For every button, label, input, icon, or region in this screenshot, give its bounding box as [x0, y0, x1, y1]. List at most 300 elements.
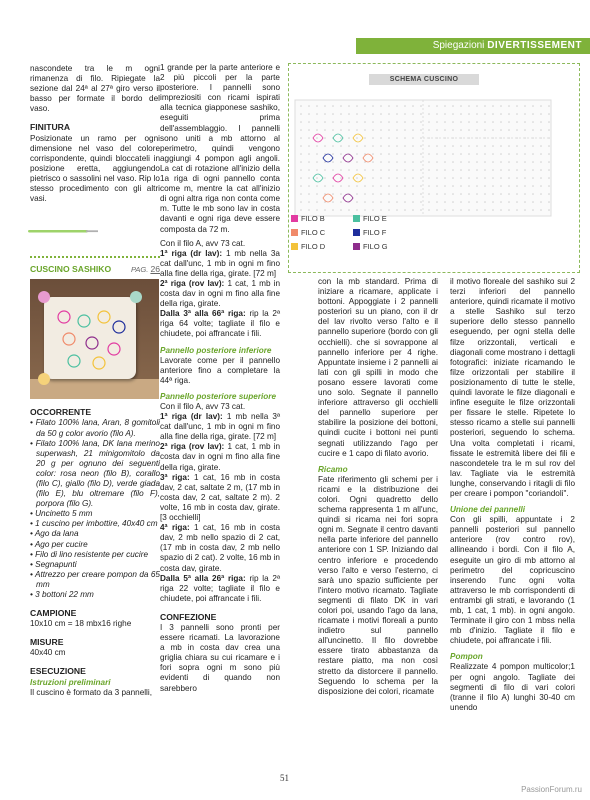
materials-item: • 3 bottoni 22 mm — [30, 590, 94, 599]
grid-dot — [332, 105, 334, 107]
grid-dot — [364, 129, 366, 131]
grid-dot — [524, 193, 526, 195]
row-instruction — [160, 249, 280, 279]
grid-dot — [388, 193, 390, 195]
grid-dot — [420, 177, 422, 179]
grid-dot — [484, 121, 486, 123]
grid-dot — [444, 177, 446, 179]
embroidery-pattern — [44, 297, 136, 379]
materials-item: • Segnapunti — [30, 559, 77, 569]
grid-dot — [500, 153, 502, 155]
grid-dot — [436, 161, 438, 163]
grid-dot — [452, 185, 454, 187]
grid-dot — [532, 209, 534, 211]
grid-dot — [324, 105, 326, 107]
grid-dot — [484, 201, 486, 203]
grid-dot — [364, 121, 366, 123]
grid-dot — [332, 129, 334, 131]
grid-dot — [508, 153, 510, 155]
grid-dot — [332, 209, 334, 211]
grid-dot — [396, 145, 398, 147]
materials-item: • 1 cuscino per imbottire, 40x40 cm — [30, 519, 158, 529]
grid-dot — [356, 121, 358, 123]
grid-dot — [444, 129, 446, 131]
legend-label: FILO C — [301, 228, 326, 237]
grid-dot — [476, 185, 478, 187]
row-instruction — [160, 309, 280, 339]
grid-dot — [300, 201, 302, 203]
grid-dot — [300, 121, 302, 123]
grid-dot — [500, 105, 502, 107]
embroidery-text: il motivo floreale del sashiko sui 2 terzi inferiori del pannello anteriore, quindi ricamate il motivo a stelle Sashiko sul terzo superiore dello stesso pannello eseguendo, per ogni stella delle filze orizzontali, verticali e diagonali come mostrano i dettagli fotografici: iniziate ricamando le filze orizzontali per stabilire il posizionamento di tutte le stelle, quindi lavorate le filze diagonali e infine eseguite le filze orizzontali per fissare le stelle. Ripetete lo stesso ricamo a stelle sui pannelli posteriori, seguendo lo schema. Una volta completati i ricami, fissate le estremità libere dei fili e nascondetele tra le m sul rov del lav. Tagliate via le estremità lunghe, conservando i ritagli di filo per creare i pompon "coriandoli". — [450, 277, 575, 498]
grid-dot — [380, 177, 382, 179]
grid-dot — [404, 129, 406, 131]
istruzioni-text: Il cuscino è formato da 3 pannelli, — [30, 687, 152, 697]
grid-dot — [532, 113, 534, 115]
row-label: 1ª riga (dr lav): — [160, 412, 223, 422]
materials-item: • Uncinetto 5 mm — [30, 509, 93, 519]
grid-dot — [524, 169, 526, 171]
grid-dot — [396, 121, 398, 123]
grid-dot — [332, 161, 334, 163]
grid-dot — [356, 153, 358, 155]
grid-dot — [412, 169, 414, 171]
grid-dot — [548, 113, 550, 115]
grid-dot — [412, 177, 414, 179]
grid-dot — [548, 185, 550, 187]
grid-dot — [396, 129, 398, 131]
grid-dot — [396, 161, 398, 163]
grid-dot — [444, 145, 446, 147]
intro-text: nascondete tra le m ogni rimanenza di filo. Ripiegate la sezione dal 24ª al 27ª giro verso il basso per formate il bordo del vaso. — [30, 64, 160, 114]
grid-dot — [452, 193, 454, 195]
misure-text: 40x40 cm — [30, 648, 66, 658]
grid-dot — [372, 185, 374, 187]
grid-dot — [428, 177, 430, 179]
grid-dot — [436, 113, 438, 115]
grid-dot — [348, 209, 350, 211]
grid-dot — [356, 209, 358, 211]
grid-dot — [340, 145, 342, 147]
color-swatch — [353, 243, 360, 250]
legend-label: FILO E — [363, 214, 387, 223]
grid-dot — [468, 113, 470, 115]
grid-dot — [364, 105, 366, 107]
grid-dot — [356, 137, 358, 139]
grid-dot — [508, 185, 510, 187]
grid-dot — [460, 145, 462, 147]
grid-dot — [460, 201, 462, 203]
ricamo-text: Fate riferimento gli schemi per i ricami e la distribuzione dei colori. Ogni quadretto dello schema rappresenta 1 m all'unc, quindi si ricama nei fori sopra ogni m. Segnate il centro davanti nella parte inferiore del pannello anteriore con 1 SP. Iniziando dal centro inferiore e procedendo verso l'alto e verso l'esterno, ci sarà uno spazio sufficiente per l'intero motivo ricamato. Tagliate segmenti di filato DK in vari colori poi, usando l'ago da lana, ricamate i motivi floreali a punto indietro sul pannello all'uncinetto. Il filo dovrebbe essere tirato abbastanza da restare piatto, ma non così stretto da distorcere il pannello. Seguendo lo schema per la disposizione dei colori, ricamate — [318, 474, 438, 696]
grid-dot — [516, 121, 518, 123]
grid-dot — [340, 185, 342, 187]
grid-dot — [476, 121, 478, 123]
grid-dot — [548, 169, 550, 171]
grid-dot — [460, 177, 462, 179]
grid-dot — [340, 129, 342, 131]
grid-dot — [388, 177, 390, 179]
grid-dot — [316, 201, 318, 203]
grid-dot — [420, 145, 422, 147]
grid-dot — [340, 105, 342, 107]
grid-dot — [476, 153, 478, 155]
grid-dot — [444, 121, 446, 123]
grid-dot — [428, 193, 430, 195]
grid-dot — [444, 201, 446, 203]
grid-dot — [380, 185, 382, 187]
grid-dot — [420, 169, 422, 171]
grid-dot — [396, 209, 398, 211]
grid-dot — [324, 129, 326, 131]
grid-dot — [420, 185, 422, 187]
grid-dot — [524, 185, 526, 187]
grid-dot — [508, 145, 510, 147]
grid-dot — [412, 145, 414, 147]
table-surface — [30, 379, 159, 399]
grid-dot — [396, 177, 398, 179]
grid-dot — [324, 121, 326, 123]
grid-dot — [340, 201, 342, 203]
grid-dot — [500, 161, 502, 163]
grid-dot — [548, 129, 550, 131]
grid-dot — [492, 153, 494, 155]
grid-dot — [428, 169, 430, 171]
grid-dot — [436, 177, 438, 179]
grid-dot — [388, 145, 390, 147]
grid-dot — [532, 105, 534, 107]
grid-dot — [404, 153, 406, 155]
legend-item — [353, 242, 388, 251]
ricamo-heading: Ricamo — [318, 464, 348, 474]
grid-dot — [412, 201, 414, 203]
grid-dot — [372, 129, 374, 131]
grid-dot — [316, 169, 318, 171]
ppi-text: Lavorate come per il pannello anteriore fino a completare la 44ª riga. — [160, 355, 280, 385]
grid-dot — [540, 177, 542, 179]
legend-label: FILO F — [363, 228, 387, 237]
grid-dot — [444, 169, 446, 171]
grid-dot — [532, 177, 534, 179]
pillow-image — [44, 297, 136, 379]
grid-dot — [308, 185, 310, 187]
materials-list — [30, 418, 160, 600]
grid-dot — [412, 105, 414, 107]
grid-dot — [524, 177, 526, 179]
grid-dot — [476, 177, 478, 179]
grid-dot — [436, 209, 438, 211]
legend-item — [353, 214, 387, 223]
grid-dot — [516, 113, 518, 115]
grid-dot — [332, 201, 334, 203]
grid-dot — [452, 169, 454, 171]
grid-dot — [332, 169, 334, 171]
finitura-text: Posizionate un ramo per ogni dimensione nel vaso del colore corrispondente, quindi bloccateli in posizione eretta, aggiungendo pietrisco o sassolini nel vaso. Rip lo stesso procedimento con gli altri vasi. — [30, 133, 160, 204]
grid-dot — [508, 121, 510, 123]
grid-dot — [412, 113, 414, 115]
grid-dot — [412, 153, 414, 155]
grid-dot — [460, 169, 462, 171]
row-instruction — [160, 412, 280, 442]
grid-dot — [340, 177, 342, 179]
grid-dot — [436, 185, 438, 187]
grid-dot — [356, 169, 358, 171]
legend-item — [291, 214, 325, 223]
grid-dot — [428, 185, 430, 187]
grid-dot — [372, 193, 374, 195]
grid-dot — [524, 129, 526, 131]
grid-dot — [500, 113, 502, 115]
grid-dot — [452, 113, 454, 115]
grid-dot — [372, 153, 374, 155]
color-swatch — [353, 215, 360, 222]
grid-dot — [492, 113, 494, 115]
grid-dot — [452, 153, 454, 155]
grid-dot — [468, 201, 470, 203]
watermark: PassionForum.ru — [521, 785, 582, 794]
grid-dot — [444, 185, 446, 187]
grid-dot — [332, 121, 334, 123]
grid-dot — [388, 153, 390, 155]
grid-dot — [380, 201, 382, 203]
grid-dot — [548, 153, 550, 155]
grid-dot — [468, 185, 470, 187]
grid-dot — [532, 145, 534, 147]
grid-dot — [492, 145, 494, 147]
grid-dot — [476, 113, 478, 115]
pompon-text: Realizzate 4 pompon multicolor;1 per ogni angolo. Tagliate dei segmenti di filo di vari colori (tranne il filo A) lunghi 30-40 cm unendo — [450, 662, 575, 712]
grid-dot — [524, 209, 526, 211]
row-label: 4ª riga: — [160, 523, 190, 533]
grid-dot — [492, 177, 494, 179]
materials-item: • Attrezzo per creare pompon da 65 mm — [30, 569, 160, 589]
schema-panel — [288, 63, 580, 273]
finitura-heading: FINITURA — [30, 122, 71, 133]
grid-dot — [444, 209, 446, 211]
grid-dot — [348, 185, 350, 187]
grid-dot — [516, 201, 518, 203]
grid-dot — [396, 113, 398, 115]
grid-dot — [380, 153, 382, 155]
grid-dot — [548, 145, 550, 147]
grid-dot — [508, 129, 510, 131]
grid-dot — [428, 113, 430, 115]
grid-dot — [404, 121, 406, 123]
grid-dot — [476, 169, 478, 171]
grid-dot — [332, 193, 334, 195]
row-label: 2ª riga (rov lav): — [160, 442, 225, 452]
legend-label: FILO G — [363, 242, 388, 251]
grid-dot — [548, 209, 550, 211]
grid-dot — [468, 153, 470, 155]
materials-item: • Ago per cucire — [30, 539, 88, 549]
grid-dot — [308, 129, 310, 131]
grid-dot — [308, 169, 310, 171]
grid-dot — [508, 113, 510, 115]
misure-heading: MISURE — [30, 637, 64, 648]
row-instruction — [160, 279, 280, 309]
grid-dot — [420, 193, 422, 195]
grid-dot — [516, 145, 518, 147]
grid-dot — [428, 129, 430, 131]
grid-dot — [548, 121, 550, 123]
grid-dot — [308, 121, 310, 123]
grid-dot — [428, 105, 430, 107]
divider — [30, 256, 160, 258]
legend-item — [291, 242, 325, 251]
grid-dot — [484, 193, 486, 195]
grid-dot — [500, 193, 502, 195]
grid-dot — [372, 201, 374, 203]
grid-dot — [308, 209, 310, 211]
grid-dot — [356, 145, 358, 147]
grid-dot — [436, 201, 438, 203]
grid-dot — [340, 169, 342, 171]
row-text: 1 mb nella 3ª cat dall'unc, 1 mb in ogni m fino alla fine della riga, girate. [72 m] — [160, 412, 280, 442]
grid-dot — [428, 153, 430, 155]
grid-dot — [500, 201, 502, 203]
grid-dot — [356, 129, 358, 131]
grid-dot — [436, 145, 438, 147]
grid-dot — [524, 121, 526, 123]
schema-diagram — [293, 88, 553, 228]
grid-dot — [348, 177, 350, 179]
grid-dot — [340, 161, 342, 163]
page-ref-number: 26 — [150, 264, 160, 275]
grid-dot — [348, 145, 350, 147]
grid-dot — [500, 121, 502, 123]
grid-dot — [540, 169, 542, 171]
grid-dot — [516, 185, 518, 187]
grid-dot — [548, 193, 550, 195]
grid-dot — [516, 209, 518, 211]
grid-dot — [484, 145, 486, 147]
grid-dot — [436, 169, 438, 171]
grid-dot — [380, 193, 382, 195]
grid-dot — [452, 121, 454, 123]
cast-on-text: Con il filo A, avv 73 cat. — [160, 238, 246, 248]
grid-dot — [396, 201, 398, 203]
grid-dot — [532, 185, 534, 187]
materials-item: • Ago da lana — [30, 529, 79, 539]
grid-dot — [516, 129, 518, 131]
grid-dot — [436, 129, 438, 131]
grid-dot — [460, 105, 462, 107]
grid-dot — [404, 145, 406, 147]
buttons-text: con la mb standard. Prima di iniziare a ricamare, applicate i bottoni. Appoggiate i 2 pannelli posteriori su un piano, con il dr del lav rivolto verso l'alto e il pannello superiore (bordo con gli occhielli). che si sovrappone al pannello inferiore per 4 righe. Appuntate insieme i 2 pannelli ai lati con gli spilli in modo che posano essere lavorati come uno solo. Segnate il pannello inferiore attraverso gli occhielli del pannello superiore per stabilire la posizione dei bottoni, quindi cucite i bottoni nei punti segnati utilizzando l'ago per cucire e 1 capo di filato avorio. — [318, 277, 438, 458]
row-instruction — [160, 442, 280, 472]
grid-dot — [508, 201, 510, 203]
grid-dot — [524, 113, 526, 115]
grid-dot — [412, 129, 414, 131]
grid-dot — [420, 113, 422, 115]
grid-dot — [524, 105, 526, 107]
row-label: 1ª riga (dr lav): — [160, 248, 223, 258]
grid-dot — [388, 129, 390, 131]
grid-dot — [476, 201, 478, 203]
grid-dot — [420, 121, 422, 123]
grid-dot — [404, 185, 406, 187]
grid-dot — [460, 113, 462, 115]
pompon-heading: Pompon — [450, 652, 483, 662]
grid-dot — [380, 161, 382, 163]
grid-dot — [428, 201, 430, 203]
grid-dot — [516, 193, 518, 195]
legend-label: FILO B — [301, 214, 325, 223]
grid-dot — [460, 209, 462, 211]
grid-dot — [460, 121, 462, 123]
grid-dot — [452, 201, 454, 203]
grid-dot — [532, 193, 534, 195]
grid-dot — [516, 177, 518, 179]
grid-dot — [444, 113, 446, 115]
grid-dot — [324, 169, 326, 171]
color-swatch — [291, 243, 298, 250]
grid-dot — [404, 193, 406, 195]
grid-dot — [356, 185, 358, 187]
grid-dot — [532, 129, 534, 131]
grid-dot — [532, 169, 534, 171]
grid-dot — [492, 161, 494, 163]
grid-dot — [340, 121, 342, 123]
grid-dot — [316, 177, 318, 179]
grid-dot — [468, 129, 470, 131]
grid-dot — [404, 201, 406, 203]
grid-dot — [428, 209, 430, 211]
grid-dot — [300, 113, 302, 115]
grid-dot — [404, 177, 406, 179]
grid-dot — [300, 169, 302, 171]
grid-dot — [548, 105, 550, 107]
grid-dot — [372, 169, 374, 171]
grid-dot — [420, 137, 422, 139]
grid-dot — [396, 169, 398, 171]
grid-dot — [492, 105, 494, 107]
grid-dot — [500, 177, 502, 179]
esecuzione-heading: ESECUZIONE — [30, 666, 86, 677]
campione-text: 10x10 cm = 18 mbx16 righe — [30, 619, 132, 629]
grid-dot — [508, 193, 510, 195]
grid-dot — [540, 105, 542, 107]
grid-dot — [484, 153, 486, 155]
grid-dot — [508, 161, 510, 163]
grid-dot — [324, 177, 326, 179]
row-text: rip la 2ª riga 64 volte; tagliate il filo e chiudete, poi affrancate i fili. — [160, 309, 280, 339]
grid-dot — [356, 193, 358, 195]
grid-dot — [364, 209, 366, 211]
grid-dot — [460, 193, 462, 195]
grid-dot — [380, 121, 382, 123]
grid-dot — [372, 137, 374, 139]
grid-dot — [484, 169, 486, 171]
grid-dot — [364, 185, 366, 187]
grid-dot — [372, 145, 374, 147]
grid-dot — [540, 113, 542, 115]
grid-dot — [476, 145, 478, 147]
column-4 — [450, 277, 575, 713]
grid-dot — [340, 209, 342, 211]
grid-dot — [324, 185, 326, 187]
grid-dot — [308, 161, 310, 163]
grid-dot — [364, 145, 366, 147]
grid-dot — [380, 129, 382, 131]
grid-dot — [316, 105, 318, 107]
schema-title: SCHEMA CUSCINO — [369, 74, 479, 85]
grid-dot — [372, 105, 374, 107]
grid-dot — [412, 121, 414, 123]
grid-dot — [484, 209, 486, 211]
grid-dot — [356, 161, 358, 163]
section-header — [356, 38, 590, 54]
